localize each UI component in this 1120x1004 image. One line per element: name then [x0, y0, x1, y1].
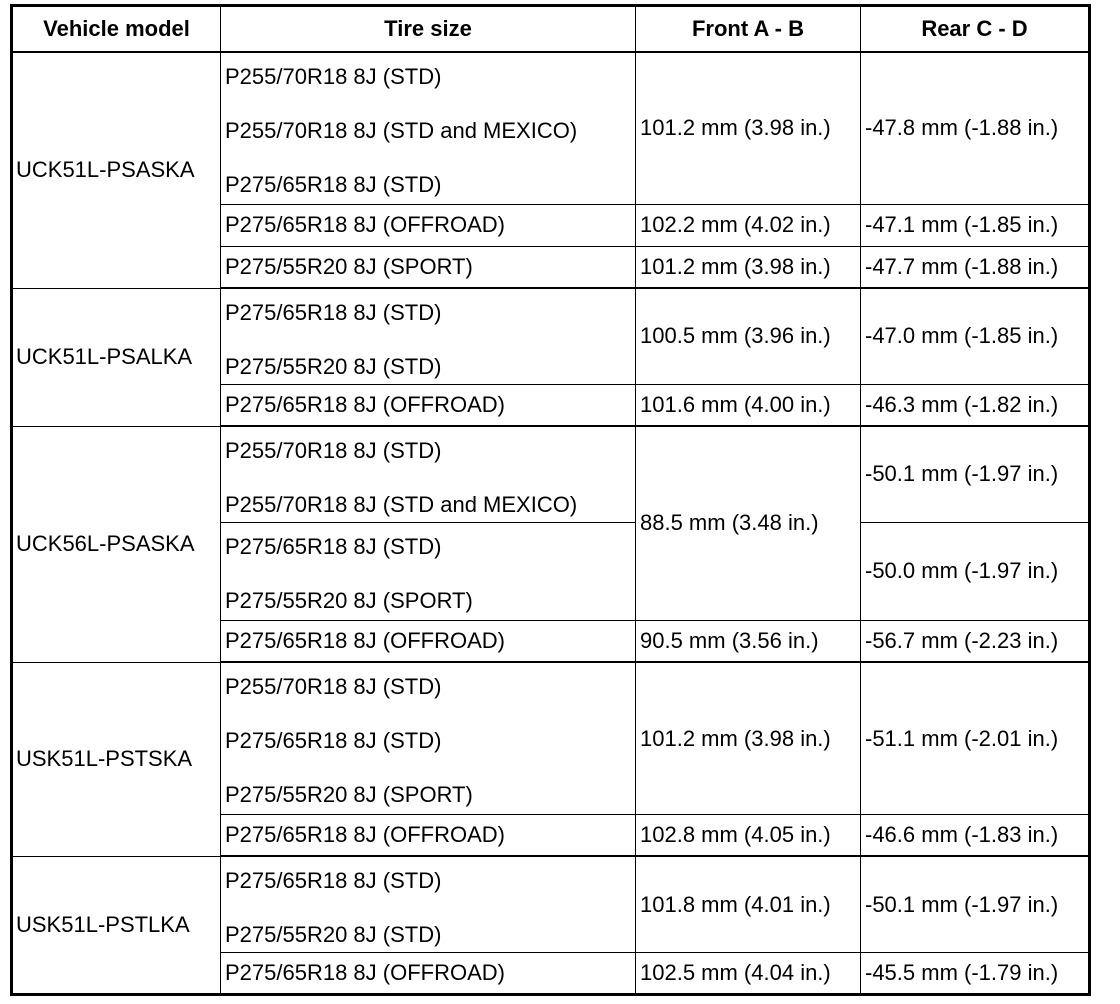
tire-size-cell	[221, 522, 636, 620]
front-value: 101.2 mm (3.98 in.)	[636, 52, 861, 204]
vehicle-model-cell: UCK51L-PSASKA	[12, 52, 221, 288]
vehicle-model-cell: USK51L-PSTLKA	[12, 856, 221, 994]
front-value: 100.5 mm (3.96 in.)	[636, 288, 861, 384]
rear-value: -45.5 mm (-1.79 in.)	[861, 952, 1090, 994]
header-tire-size: Tire size	[221, 6, 636, 53]
rear-value: -50.1 mm (-1.97 in.)	[861, 426, 1090, 522]
front-value: 102.8 mm (4.05 in.)	[636, 814, 861, 856]
table-row	[12, 856, 1090, 952]
rear-value: -51.1 mm (-2.01 in.)	[861, 662, 1090, 814]
tire-size: P275/55R20 8J (SPORT)	[225, 587, 473, 613]
table-row	[12, 426, 1090, 522]
header-rear-c-d: Rear C - D	[861, 6, 1090, 53]
tire-size-cell	[221, 426, 636, 522]
tire-size: P275/65R18 8J (OFFROAD)	[221, 204, 636, 246]
front-value: 101.8 mm (4.01 in.)	[636, 856, 861, 952]
rear-value: -46.6 mm (-1.83 in.)	[861, 814, 1090, 856]
rear-value: -56.7 mm (-2.23 in.)	[861, 620, 1090, 662]
front-value: 101.2 mm (3.98 in.)	[636, 662, 861, 814]
front-value: 88.5 mm (3.48 in.)	[636, 426, 861, 620]
tire-size-cell	[221, 662, 636, 814]
rear-value: -46.3 mm (-1.82 in.)	[861, 384, 1090, 426]
front-value: 102.2 mm (4.02 in.)	[636, 204, 861, 246]
tire-size: P275/55R20 8J (STD)	[225, 354, 442, 380]
tire-size: P275/65R18 8J (OFFROAD)	[221, 620, 636, 662]
table-row	[12, 288, 1090, 384]
table-row	[12, 662, 1090, 814]
tire-size: P275/55R20 8J (STD)	[225, 922, 442, 948]
rear-value: -47.0 mm (-1.85 in.)	[861, 288, 1090, 384]
tire-size: P275/65R18 8J (OFFROAD)	[221, 384, 636, 426]
header-row	[12, 6, 1090, 53]
vehicle-model-cell: UCK56L-PSASKA	[12, 426, 221, 662]
tire-size-cell	[221, 856, 636, 952]
tire-size: P255/70R18 8J (STD)	[225, 438, 442, 464]
tire-size: P255/70R18 8J (STD and MEXICO)	[225, 118, 578, 143]
tire-size-cell	[221, 52, 636, 204]
tire-size: P275/65R18 8J (OFFROAD)	[221, 952, 636, 994]
front-value: 102.5 mm (4.04 in.)	[636, 952, 861, 994]
header-vehicle-model: Vehicle model	[12, 6, 221, 53]
tire-size: P275/55R20 8J (SPORT)	[225, 782, 473, 808]
tire-size: P275/65R18 8J (STD)	[225, 728, 442, 754]
tire-size: P255/70R18 8J (STD)	[225, 64, 442, 89]
rear-value: -47.1 mm (-1.85 in.)	[861, 204, 1090, 246]
tire-size-cell	[221, 288, 636, 384]
rear-value: -50.0 mm (-1.97 in.)	[861, 522, 1090, 620]
rear-value: -47.8 mm (-1.88 in.)	[861, 52, 1090, 204]
rear-value: -47.7 mm (-1.88 in.)	[861, 246, 1090, 288]
tire-size: P275/65R18 8J (STD)	[225, 533, 442, 559]
tire-size: P275/65R18 8J (STD)	[225, 300, 442, 326]
vehicle-model-cell: USK51L-PSTSKA	[12, 662, 221, 856]
front-value: 101.2 mm (3.98 in.)	[636, 246, 861, 288]
tire-size: P275/65R18 8J (STD)	[225, 172, 442, 197]
tire-size: P255/70R18 8J (STD)	[225, 674, 442, 700]
tire-size: P255/70R18 8J (STD and MEXICO)	[225, 492, 578, 518]
tire-size: P275/65R18 8J (OFFROAD)	[221, 814, 636, 856]
table-row	[12, 52, 1090, 204]
vehicle-model-cell: UCK51L-PSALKA	[12, 288, 221, 426]
header-front-a-b: Front A - B	[636, 6, 861, 53]
tire-size: P275/65R18 8J (STD)	[225, 868, 442, 894]
tire-spec-table	[10, 4, 1091, 996]
front-value: 101.6 mm (4.00 in.)	[636, 384, 861, 426]
front-value: 90.5 mm (3.56 in.)	[636, 620, 861, 662]
rear-value: -50.1 mm (-1.97 in.)	[861, 856, 1090, 952]
tire-size: P275/55R20 8J (SPORT)	[221, 246, 636, 288]
